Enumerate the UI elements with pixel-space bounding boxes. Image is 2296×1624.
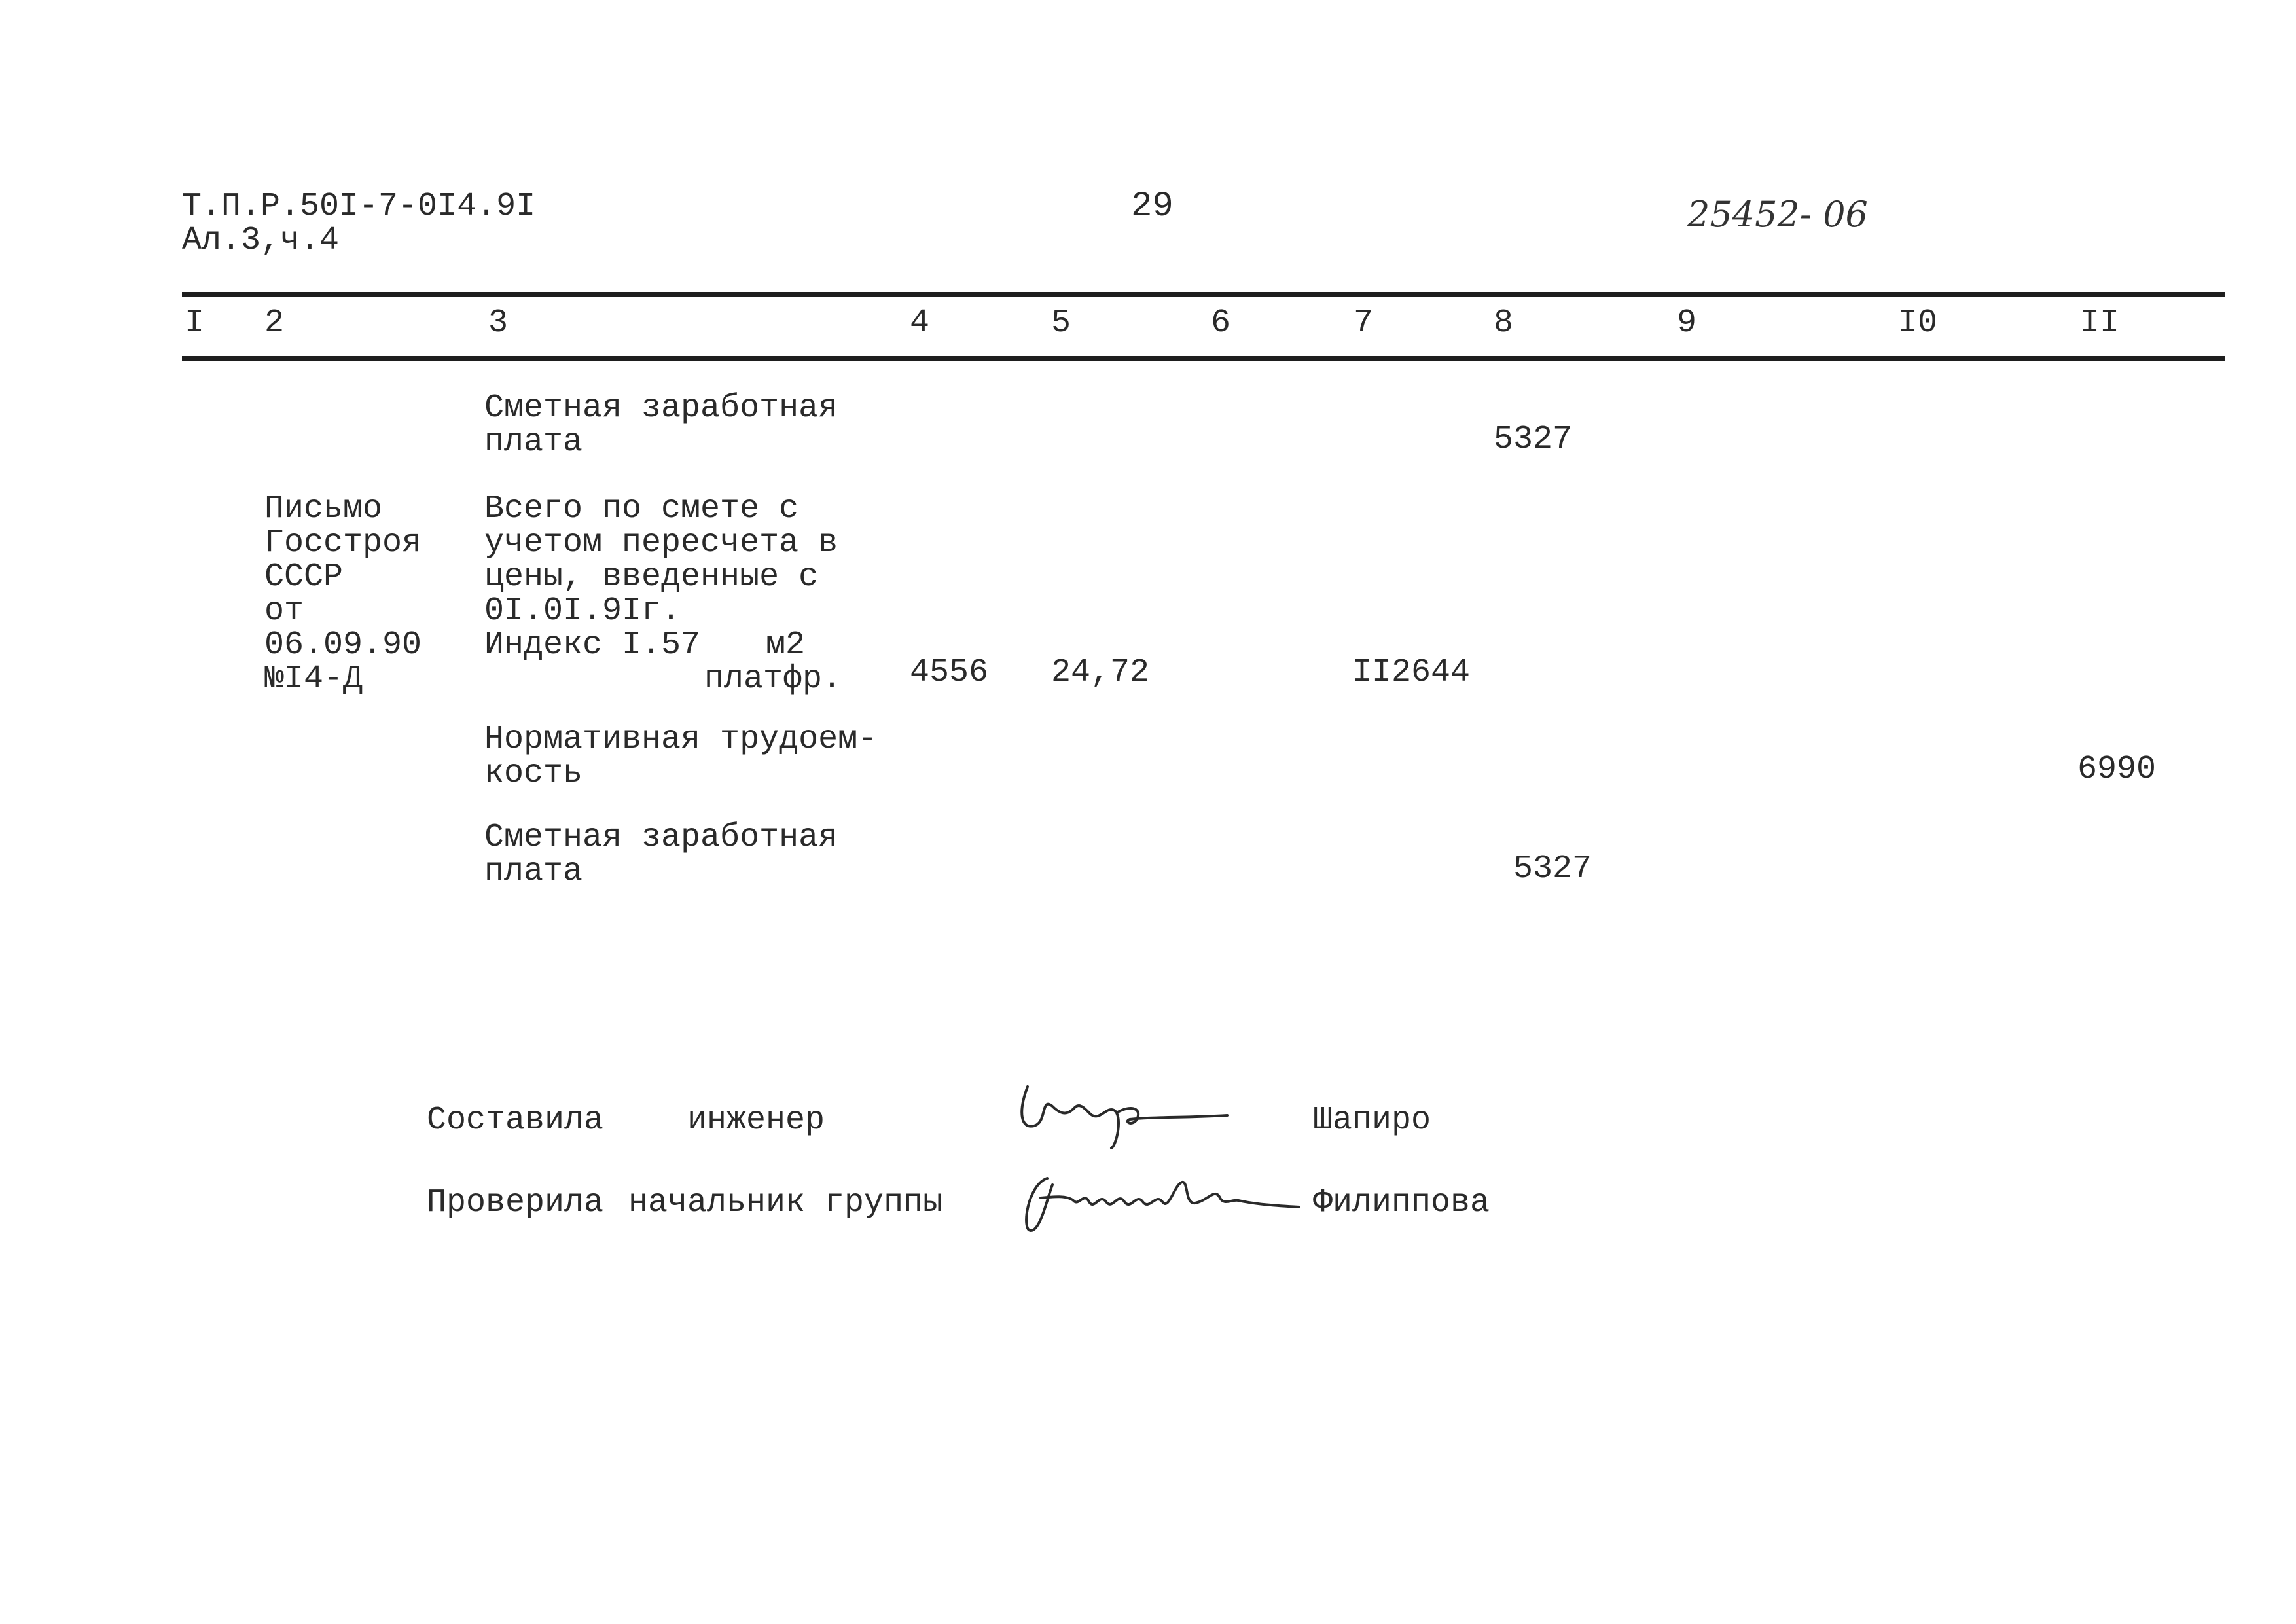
cell-col4-quantity: 4556 bbox=[910, 654, 989, 691]
cell-col5-unit-price: 24,72 bbox=[1051, 654, 1150, 691]
cell-col7-total: II2644 bbox=[1352, 654, 1471, 691]
column-header: II bbox=[2080, 304, 2120, 342]
column-header: I bbox=[185, 304, 205, 342]
basis-line: от bbox=[264, 592, 304, 630]
row-description-line: 0I.0I.9Iг. bbox=[484, 592, 681, 630]
checked-position: начальник группы bbox=[628, 1184, 943, 1221]
table-top-rule bbox=[182, 292, 2225, 297]
row-description-line: учетом пересчета в bbox=[484, 524, 838, 562]
column-header: I0 bbox=[1898, 304, 1938, 342]
basis-line: Госстроя bbox=[264, 524, 422, 562]
signature-filippova bbox=[1001, 1159, 1309, 1244]
inventory-number: 25452- 06 bbox=[1687, 194, 1868, 235]
row-description-line: платфр. bbox=[704, 660, 842, 698]
row-description-line: Сметная заработная bbox=[484, 389, 838, 427]
basis-line: №I4-Д bbox=[264, 660, 363, 698]
row-description-line: плата bbox=[484, 424, 583, 461]
album-part: Ал.3,ч.4 bbox=[182, 222, 340, 259]
column-header: 5 bbox=[1051, 304, 1071, 342]
basis-line: Письмо bbox=[264, 490, 383, 528]
row-description-line: плата bbox=[484, 853, 583, 890]
column-header: 7 bbox=[1354, 304, 1374, 342]
column-header: 9 bbox=[1677, 304, 1697, 342]
column-header: 6 bbox=[1211, 304, 1231, 342]
row-description-line: кость bbox=[484, 755, 583, 792]
basis-line: СССР bbox=[264, 558, 344, 596]
checked-name: Филиппова bbox=[1313, 1184, 1490, 1221]
table-header-rule bbox=[182, 356, 2225, 361]
column-header: 3 bbox=[488, 304, 509, 342]
signature-shapiro bbox=[1001, 1067, 1237, 1152]
unit-of-measure: м2 bbox=[766, 626, 806, 664]
column-header: 4 bbox=[910, 304, 930, 342]
column-header: 8 bbox=[1494, 304, 1514, 342]
row-description-line: Индекс I.57 bbox=[484, 626, 701, 664]
cell-col11: 6990 bbox=[2077, 751, 2157, 788]
row-description-line: Нормативная трудоем- bbox=[484, 721, 878, 758]
basis-line: 06.09.90 bbox=[264, 626, 422, 664]
row-description-line: Сметная заработная bbox=[484, 819, 838, 856]
page-number: 29 bbox=[1131, 187, 1174, 226]
compiled-position: инженер bbox=[687, 1102, 825, 1139]
row-description-line: цены, введенные с bbox=[484, 558, 819, 596]
cell-col8: 5327 bbox=[1494, 421, 1573, 458]
checked-label: Проверила bbox=[427, 1184, 604, 1221]
compiled-label: Составила bbox=[427, 1102, 604, 1139]
column-header: 2 bbox=[264, 304, 285, 342]
cell-col8: 5327 bbox=[1513, 850, 1592, 888]
row-description-line: Всего по смете с bbox=[484, 490, 799, 528]
compiled-name: Шапиро bbox=[1313, 1102, 1431, 1139]
document-code: Т.П.Р.50I-7-0I4.9I bbox=[182, 188, 536, 225]
